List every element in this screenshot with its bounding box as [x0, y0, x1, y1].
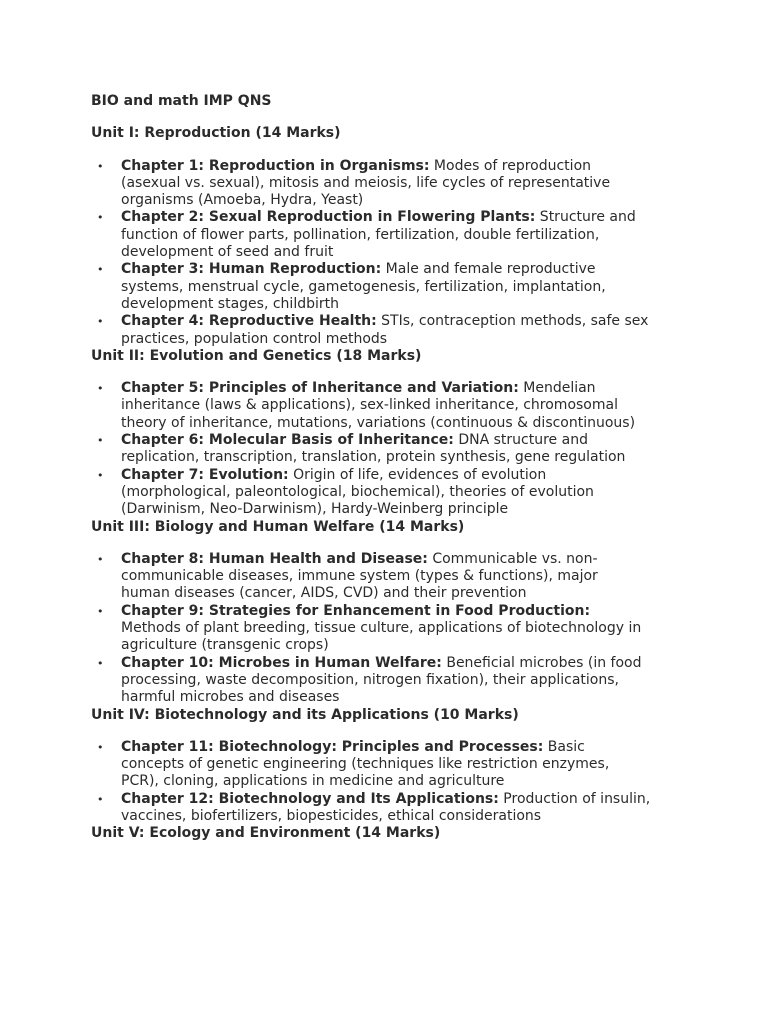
bullet-icon: • — [97, 656, 104, 670]
chapter-label: Chapter 9: Strategies for Enhancement in Food Production: — [121, 602, 591, 619]
document-title: BIO and math IMP QNS — [91, 93, 272, 109]
bullet-icon: • — [97, 552, 104, 566]
chapter-text: DNA structure and replication, transcription, translation, protein synthesis, gene regulation — [121, 432, 626, 466]
chapter-text: Communicable vs. non-communicable diseases, immune system (types & functions), major human diseases (cancer, AIDS, CVD) and their prevention — [121, 550, 598, 602]
unit-heading: Unit III: Biology and Human Welfare (14 Marks) — [91, 518, 465, 535]
list-item — [91, 739, 651, 791]
unit-heading: Unit II: Evolution and Genetics (18 Marks) — [91, 347, 422, 364]
list-item — [91, 380, 651, 432]
chapter-list — [91, 739, 651, 825]
bullet-icon: • — [97, 468, 104, 482]
chapter-label: Chapter 12: Biotechnology and Its Applications: — [121, 790, 499, 807]
chapter-text: Methods of plant breeding, tissue culture, applications of biotechnology in agriculture (transgenic crops) — [121, 620, 642, 654]
chapter-label: Chapter 6: Molecular Basis of Inheritance: — [121, 432, 454, 449]
chapter-list — [91, 380, 651, 518]
chapter-label: Chapter 7: Evolution: — [121, 466, 289, 483]
chapter-list — [91, 158, 651, 348]
list-item — [91, 313, 651, 348]
chapter-text: STIs, contraception methods, safe sex practices, population control methods — [121, 313, 649, 347]
bullet-icon: • — [97, 382, 104, 396]
chapter-text: Beneficial microbes (in food processing, waste decomposition, nitrogen fixation), their applications, harmful microbes and diseases — [121, 654, 642, 706]
list-item — [91, 791, 651, 826]
chapter-label: Chapter 8: Human Health and Disease: — [121, 550, 428, 567]
bullet-icon: • — [97, 604, 104, 618]
bullet-icon: • — [97, 263, 104, 277]
list-item — [91, 655, 651, 707]
bullet-icon: • — [97, 740, 104, 754]
bullet-icon: • — [97, 792, 104, 806]
chapter-label: Chapter 1: Reproduction in Organisms: — [121, 157, 430, 174]
chapter-text: Modes of reproduction (asexual vs. sexual), mitosis and meiosis, life cycles of representative organisms (Amoeba, Hydra, Yeast) — [121, 157, 611, 209]
bullet-icon: • — [97, 159, 104, 173]
chapter-text: Production of insulin, vaccines, biofertilizers, biopesticides, ethical considerations — [121, 790, 651, 824]
list-item — [91, 432, 651, 467]
list-item — [91, 158, 651, 210]
bullet-icon: • — [97, 434, 104, 448]
list-item — [91, 551, 651, 603]
list-item — [91, 603, 651, 655]
chapter-text: Male and female reproductive systems, menstrual cycle, gametogenesis, fertilization, implantation, development stages, childbirth — [121, 261, 606, 312]
list-item — [91, 261, 651, 313]
unit-heading: Unit I: Reproduction (14 Marks) — [91, 125, 341, 142]
chapter-label: Chapter 10: Microbes in Human Welfare: — [121, 654, 442, 671]
unit-heading: Unit IV: Biotechnology and its Applications (10 Marks) — [91, 706, 519, 723]
chapter-text: Origin of life, evidences of evolution (morphological, paleontological, biochemical), theories of evolution (Darwinism, Neo-Darwinism), Hardy-Weinberg principle — [121, 466, 594, 518]
chapter-text: Structure and function of flower parts, pollination, fertilization, double fertilization, development of seed and fruit — [121, 209, 636, 261]
chapter-label: Chapter 11: Biotechnology: Principles and Processes: — [121, 738, 544, 755]
chapter-label: Chapter 3: Human Reproduction: — [121, 261, 382, 278]
document-body — [91, 93, 651, 858]
chapter-list — [91, 551, 651, 707]
chapter-label: Chapter 5: Principles of Inheritance and Variation: — [121, 380, 519, 397]
unit-heading: Unit V: Ecology and Environment (14 Marks) — [91, 825, 441, 842]
list-item — [91, 467, 651, 519]
bullet-icon: • — [97, 315, 104, 329]
chapter-label: Chapter 2: Sexual Reproduction in Flowering Plants: — [121, 209, 536, 226]
chapter-text: Mendelian inheritance (laws & applications), sex-linked inheritance, chromosomal theory of inheritance, mutations, variations (continuous & discontinuous) — [121, 380, 636, 431]
list-item — [91, 209, 651, 261]
chapter-label: Chapter 4: Reproductive Health: — [121, 313, 377, 330]
chapter-text: Basic concepts of genetic engineering (techniques like restriction enzymes, PCR), cloning, applications in medicine and agriculture — [121, 738, 610, 790]
bullet-icon: • — [97, 211, 104, 225]
